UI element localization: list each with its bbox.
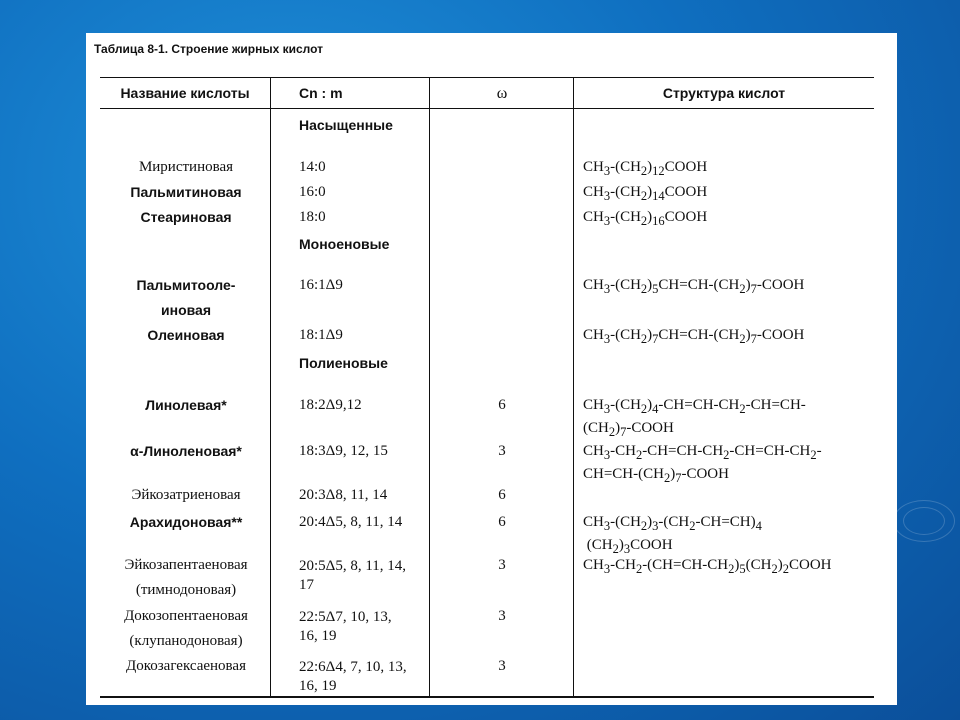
acid-name: Докозагексаеновая	[126, 658, 246, 674]
acid-cn: 16:0	[299, 184, 326, 200]
acid-cn: 18:0	[299, 209, 326, 225]
acid-name: Пальмитиновая	[130, 184, 242, 200]
acid-cn: 20:5Δ5, 8, 11, 14, 17	[299, 558, 407, 593]
section-monoenoic: Моноеновые	[299, 236, 390, 252]
acid-cn: 22:6Δ4, 7, 10, 13, 16, 19	[299, 659, 407, 694]
acid-omega: 6	[498, 397, 506, 413]
acid-cn: 18:3Δ9, 12, 15	[299, 443, 388, 459]
acid-omega: 3	[498, 608, 506, 624]
acid-name: Миристиновая	[138, 159, 234, 175]
acid-omega: 6	[498, 487, 506, 503]
document-page	[86, 33, 897, 705]
acid-structure: $CH_3-(CH_2)_7CH=CH-(CH_2)_7$-COOH	[583, 327, 805, 346]
acid-omega: 6	[498, 514, 506, 530]
header-rule	[100, 108, 874, 109]
column-divider	[429, 77, 430, 697]
acid-cn: 20:3Δ8, 11, 14	[299, 487, 388, 503]
bottom-rule	[100, 696, 874, 698]
acid-cn: 18:1Δ9	[299, 327, 343, 343]
acid-structure: $CH_3-(CH_2)_4-CH=CH-CH_2-CH=CH-$ $(CH_2)_7$-COOH	[583, 397, 806, 439]
acid-structure: $CH_3-(CH_2)_5CH=CH-(CH_2)_7$-COOH	[583, 277, 805, 296]
header-structure: Структура кислот	[662, 85, 786, 101]
acid-structure: $CH_3-(CH_2)_3-(CH_2-CH=CH)_4$ $(CH_2)_3COOH$	[583, 514, 762, 556]
table-caption: Таблица 8-1. Строение жирных кислот	[94, 42, 324, 56]
acid-name: Стеариновая	[140, 209, 232, 225]
acid-name: Олеиновая	[147, 327, 225, 343]
acid-name: Линолевая*	[145, 397, 227, 413]
acid-name: Эйкозапентаеновая (тимнодоновая)	[124, 557, 248, 598]
section-saturated: Насыщенные	[299, 117, 393, 133]
acid-cn: 18:2Δ9,12	[299, 397, 362, 413]
column-divider	[270, 77, 271, 697]
acid-omega: 3	[498, 658, 506, 674]
acid-name: Эйкозатриеновая	[131, 487, 241, 503]
acid-cn: 22:5Δ7, 10, 13, 16, 19	[299, 609, 392, 644]
acid-structure: $CH_3-CH_2-CH=CH-CH_2-CH=CH-CH_2-$ $CH=CH-(CH_2)_7$-COOH	[583, 443, 822, 485]
acid-structure: $CH_3-(CH_2)_{14}COOH$	[583, 184, 708, 203]
background-ripple	[903, 507, 945, 535]
top-rule	[100, 77, 874, 78]
acid-cn: 14:0	[299, 159, 326, 175]
header-omega: ω	[496, 85, 508, 102]
acid-omega: 3	[498, 443, 506, 459]
acid-name: α-Линоленовая*	[130, 443, 242, 459]
acid-name: Пальмитооле- иновая	[136, 277, 236, 318]
header-cn: Cn : m	[299, 85, 343, 101]
acid-cn: 16:1Δ9	[299, 277, 343, 293]
acid-name: Арахидоновая**	[129, 514, 243, 530]
acid-omega: 3	[498, 557, 506, 573]
acid-structure: $CH_3-(CH_2)_{16}COOH$	[583, 209, 708, 228]
header-name: Название кислоты	[120, 85, 250, 101]
section-polyenoic: Полиеновые	[299, 355, 388, 371]
acid-name: Докозопентаеновая (клупанодоновая)	[124, 608, 248, 649]
column-divider	[573, 77, 574, 697]
acid-structure: $CH_3-(CH_2)_{12}COOH$	[583, 159, 708, 178]
acid-structure: $CH_3-CH_2-(CH=CH-CH_2)_5(CH_2)_2COOH$	[583, 557, 832, 576]
acid-cn: 20:4Δ5, 8, 11, 14	[299, 514, 403, 530]
